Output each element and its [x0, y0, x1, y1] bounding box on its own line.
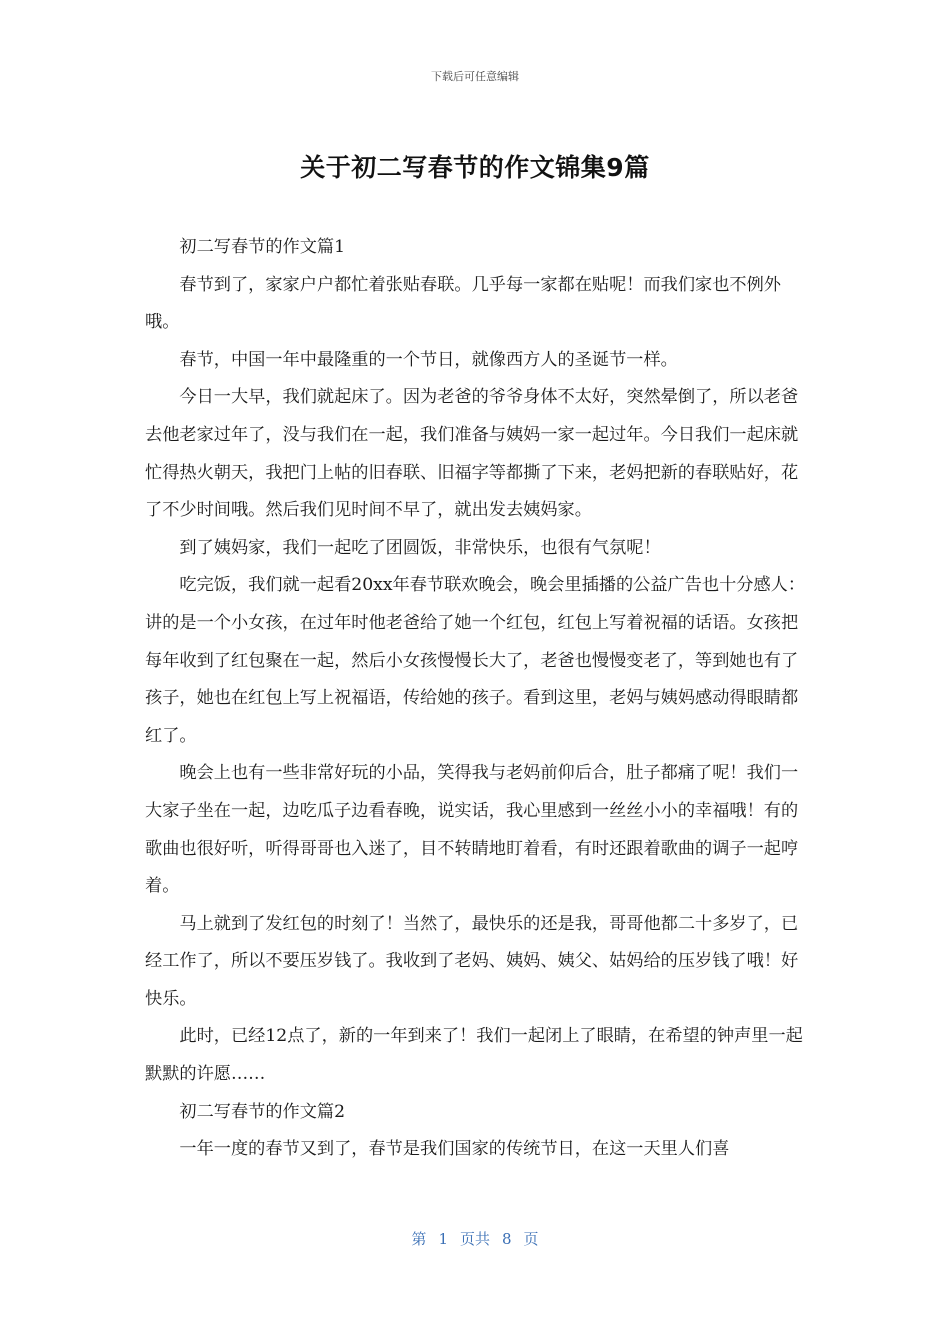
section-heading: 初二写春节的作文篇2: [179, 1101, 346, 1122]
header-note: 下载后可任意编辑: [431, 70, 519, 83]
paragraph: 一年一度的春节又到了，春节是我们国家的传统节日，在这一天里人们喜: [179, 1139, 730, 1160]
paragraph: 马上就到了发红包的时刻了！当然了，最快乐的还是我，哥哥他都二十多岁了，已经工作了，所以不要压岁钱了。我收到了老妈、姨妈、姨父、姑妈给的压岁钱了哦！好快乐。: [145, 913, 799, 1009]
paragraph: 此时，已经12点了，新的一年到来了！我们一起闭上了眼睛，在希望的钟声里一起默默的许愿……: [145, 1026, 803, 1085]
footer-prefix: 第: [411, 1230, 427, 1248]
paragraph: 到了姨妈家，我们一起吃了团圆饭，非常快乐，也很有气氛呢！: [179, 537, 661, 558]
paragraph: 春节，中国一年中最隆重的一个节日，就像西方人的圣诞节一样。: [179, 349, 678, 370]
document-title: 关于初二写春节的作文锦集9篇: [300, 153, 650, 182]
footer-page-number: 1: [438, 1230, 448, 1248]
footer-total-pages: 8: [502, 1230, 512, 1248]
paragraph: 今日一大早，我们就起床了。因为老爸的爷爷身体不太好，突然晕倒了，所以老爸去他老家过年了，没与我们在一起，我们准备与姨妈一家一起过年。今日我们一起床就忙得热火朝天，我把门上帖的旧春联、旧福字等都撕了下来，老妈把新的春联贴好，花了不少时间哦。然后我们见时间不早了，就出发去姨妈家。: [145, 387, 799, 521]
footer-middle: 页共: [459, 1230, 490, 1248]
paragraph: 吃完饭，我们就一起看20xx年春节联欢晚会，晚会里插播的公益广告也十分感人：讲的是一个小女孩，在过年时他老爸给了她一个红包，红包上写着祝福的话语。女孩把每年收到了红包聚在一起，然后小女孩慢慢长大了，老爸也慢慢变老了，等到她也有了孩子，她也在红包上写上祝福语，传给她的孩子。看到这里，老妈与姨妈感动得眼睛都红了。: [145, 575, 806, 746]
footer-suffix: 页: [523, 1230, 539, 1248]
section-heading: 初二写春节的作文篇1: [179, 237, 346, 257]
paragraph: 春节到了，家家户户都忙着张贴春联。几乎每一家都在贴呢！而我们家也不例外哦。: [145, 274, 781, 333]
document-body: [145, 229, 807, 1169]
page-footer: [0, 1228, 950, 1249]
paragraph: 晚会上也有一些非常好玩的小品，笑得我与老妈前仰后合，肚子都痛了呢！我们一大家子坐在一起，边吃瓜子边看春晚，说实话，我心里感到一丝丝小小的幸福哦！有的歌曲也很好听，听得哥哥也入迷了，目不转睛地盯着看，有时还跟着歌曲的调子一起哼着。: [145, 763, 799, 897]
